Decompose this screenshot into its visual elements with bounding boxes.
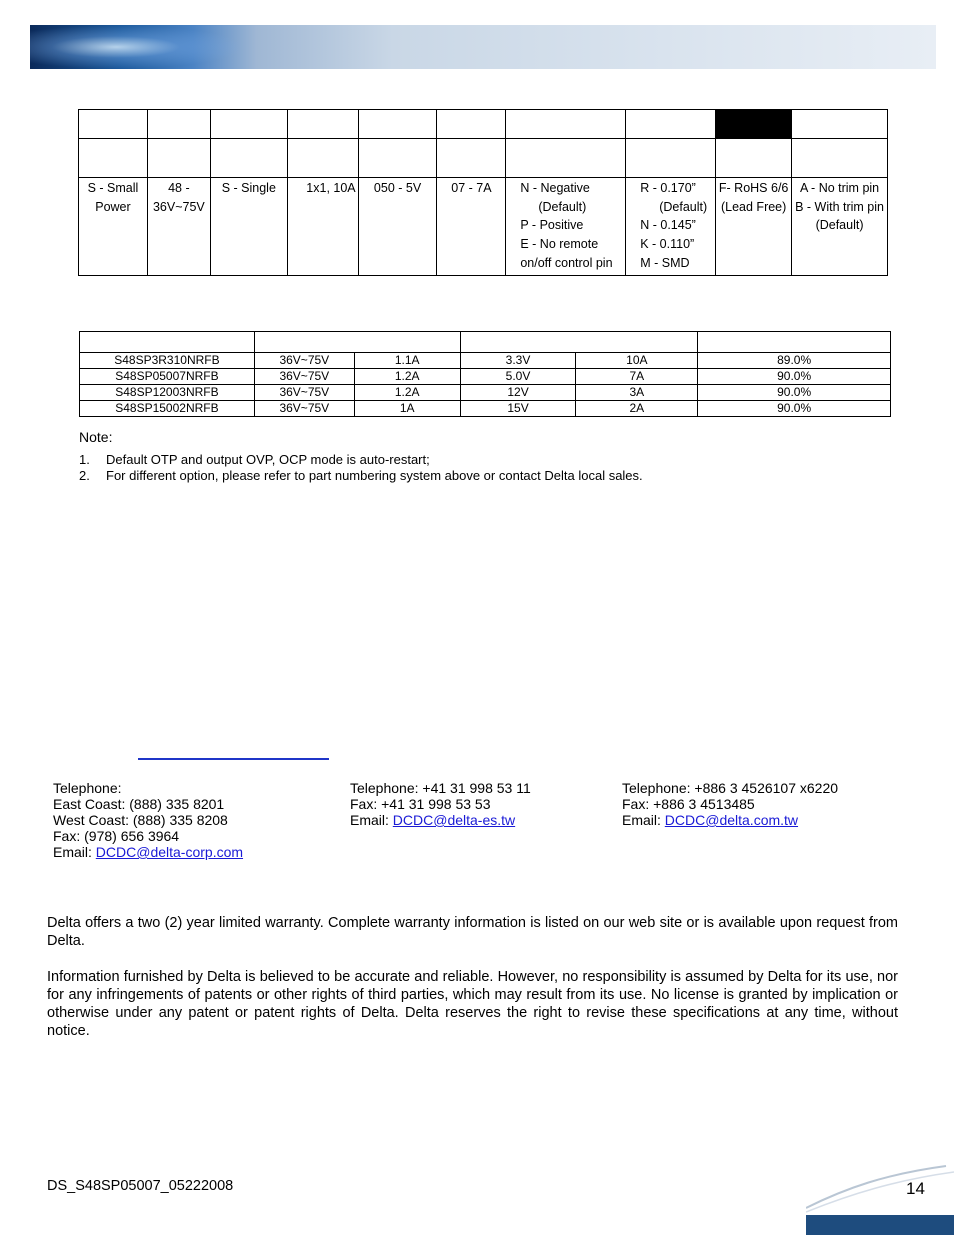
part-numbering-table [78, 109, 888, 276]
header-cell [437, 110, 506, 139]
model-cell: 90.0% [698, 369, 891, 385]
model-row [80, 369, 891, 385]
model-cell: S48SP3R310NRFB [80, 353, 255, 369]
disclaimer-paragraph: Information furnished by Delta is believed to be accurate and reliable. However, no responsibility is assumed by Delta for its use, nor for any infringements of patents or other rights of third parties, which may result from its use. No license is granted by implication or otherwise under any patent or patent rights of Delta. Delta reserves the right to revise these specifications at any time, without notice. [47, 969, 898, 1039]
model-cell: 90.0% [698, 385, 891, 401]
header-cell [210, 110, 287, 139]
model-cell: 3.3V [460, 353, 576, 369]
model-cell: 5.0V [460, 369, 576, 385]
header-banner [30, 25, 936, 69]
code-cell [506, 139, 626, 178]
header-cell [254, 332, 460, 353]
code-cell [147, 139, 210, 178]
contact-asia: Telephone: +886 3 4526107 x6220 Fax: +886 3 4513485 Email: DCDC@delta.com.tw [622, 780, 839, 828]
model-cell: 36V~75V [254, 369, 354, 385]
model-row [80, 401, 891, 417]
option-rohs: F- RoHS 6/6 (Lead Free) [716, 178, 792, 276]
model-cell: S48SP05007NRFB [80, 369, 255, 385]
code-cell [716, 139, 792, 178]
warranty-paragraph: Delta offers a two (2) year limited warranty. Complete warranty information is listed on our web site or is available upon request from Delta. [47, 915, 898, 949]
header-cell [698, 332, 891, 353]
email-link-asia[interactable]: DCDC@delta.com.tw [664, 812, 799, 828]
model-cell: 1.1A [354, 353, 460, 369]
email-link-europe[interactable]: DCDC@delta-es.tw [392, 812, 516, 828]
model-row [80, 353, 891, 369]
code-cell [210, 139, 287, 178]
code-cell [287, 139, 358, 178]
option-input-voltage: 48 - 36V~75V [147, 178, 210, 276]
header-cell [358, 110, 437, 139]
contact-europe: Telephone: +41 31 998 53 11 Fax: +41 31 998 53 53 Email: DCDC@delta-es.tw [350, 780, 531, 828]
page-number: 14 [906, 1179, 925, 1198]
header-cell [287, 110, 358, 139]
model-cell: 1.2A [354, 385, 460, 401]
option-output-count: S - Single [210, 178, 287, 276]
model-row [80, 385, 891, 401]
header-cell [460, 332, 698, 353]
footer-swoosh [806, 1160, 954, 1216]
model-cell: 90.0% [698, 401, 891, 417]
document-id: DS_S48SP05007_05222008 [47, 1178, 234, 1194]
part-numbering-code-row [79, 139, 888, 178]
header-cell [147, 110, 210, 139]
header-cell [626, 110, 716, 139]
part-numbering-options-row [79, 178, 888, 276]
note-item: 2. For different option, please refer to part numbering system above or contact Delta local sales. [79, 468, 643, 483]
code-cell [79, 139, 148, 178]
email-link-usa[interactable]: DCDC@delta-corp.com [95, 844, 244, 860]
model-cell: 36V~75V [254, 401, 354, 417]
model-cell: S48SP12003NRFB [80, 385, 255, 401]
part-numbering-header-row [79, 110, 888, 139]
web-link-underline[interactable] [138, 758, 329, 760]
option-output-current: 07 - 7A [437, 178, 506, 276]
model-cell: 1A [354, 401, 460, 417]
code-cell [792, 139, 888, 178]
option-product-type: S - Small Power [79, 178, 148, 276]
option-pin-length: R - 0.170” (Default) N - 0.145” K - 0.110” M - SMD [626, 178, 716, 276]
model-cell: 7A [576, 369, 698, 385]
notes-title: Note: [79, 429, 113, 445]
option-output-voltage: 050 - 5V [358, 178, 437, 276]
header-cell [506, 110, 626, 139]
option-trim: A - No trim pin B - With trim pin (Default) [792, 178, 888, 276]
code-cell [626, 139, 716, 178]
model-cell: 1.2A [354, 369, 460, 385]
model-cell: 3A [576, 385, 698, 401]
model-cell: 36V~75V [254, 353, 354, 369]
option-package: 1x1, 10A [287, 178, 358, 276]
model-cell: S48SP15002NRFB [80, 401, 255, 417]
model-cell: 89.0% [698, 353, 891, 369]
code-cell [437, 139, 506, 178]
model-cell: 10A [576, 353, 698, 369]
contact-usa: Telephone: East Coast: (888) 335 8201 West Coast: (888) 335 8208 Fax: (978) 656 3964 Email: DCDC@delta-corp.com [53, 780, 244, 860]
model-cell: 15V [460, 401, 576, 417]
model-cell: 2A [576, 401, 698, 417]
model-list-table [79, 331, 891, 417]
header-cell [80, 332, 255, 353]
footer-bar [806, 1215, 954, 1235]
code-cell [358, 139, 437, 178]
model-cell: 12V [460, 385, 576, 401]
header-cell [792, 110, 888, 139]
header-cell-highlight [716, 110, 792, 139]
model-list-header-row [80, 332, 891, 353]
note-item: 1. Default OTP and output OVP, OCP mode is auto-restart; [79, 452, 430, 467]
model-cell: 36V~75V [254, 385, 354, 401]
header-cell [79, 110, 148, 139]
option-on-off-logic: N - Negative (Default) P - Positive E - No remote on/off control pin [506, 178, 626, 276]
banner-graphic [30, 25, 245, 69]
